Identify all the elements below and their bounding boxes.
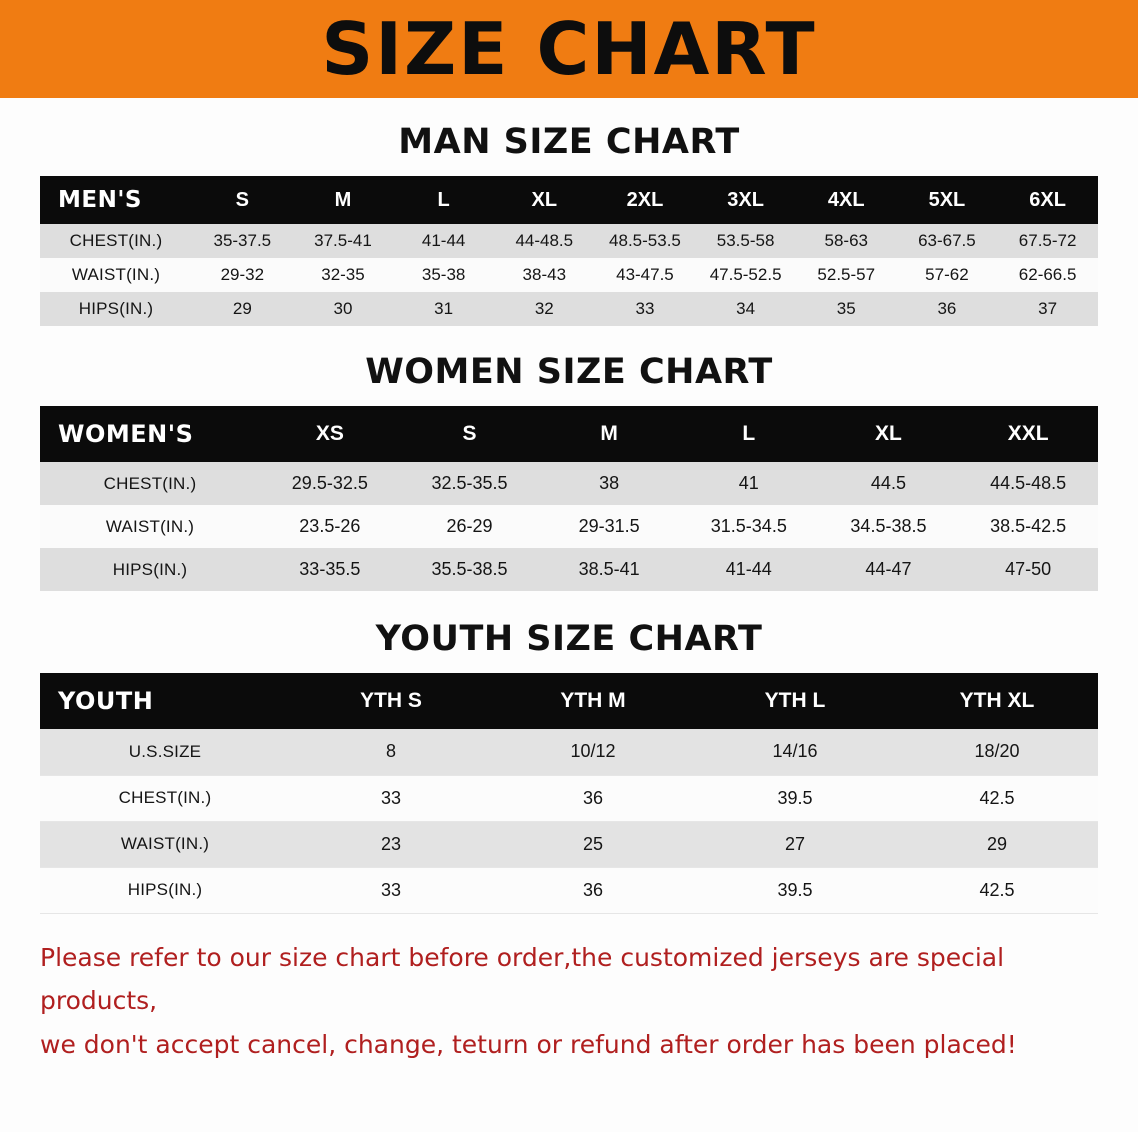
disclaimer-line-1: Please refer to our size chart before order,the customized jerseys are special products,: [40, 942, 1005, 1016]
row-label: U.S.SIZE: [128, 741, 202, 761]
banner-title: SIZE CHART: [321, 7, 817, 91]
youth-size-table: [40, 673, 1098, 914]
table-cell: 47-50: [1005, 559, 1052, 579]
table-cell: 34.5-38.5: [850, 516, 927, 536]
table-cell: 37: [1038, 299, 1058, 318]
table-cell: 23.5-26: [299, 516, 361, 536]
table-cell: 38-43: [522, 265, 567, 284]
table-cell: 18/20: [974, 741, 1020, 762]
table-cell: 29.5-32.5: [291, 473, 368, 493]
table-cell: 32: [534, 299, 554, 318]
table-cell: 43-47.5: [616, 265, 674, 284]
column-header: MEN'S: [58, 187, 142, 213]
disclaimer-note: [40, 936, 1098, 1067]
column-header: 2XL: [626, 188, 664, 211]
table-cell: 25: [582, 833, 604, 854]
column-header: YTH M: [560, 689, 626, 712]
column-header: XL: [875, 422, 902, 445]
table-cell: 33: [635, 299, 655, 318]
man-section-heading: MAN SIZE CHART: [398, 122, 740, 162]
column-header: S: [462, 422, 477, 445]
table-cell: 27: [784, 833, 806, 854]
row-label: HIPS(IN.): [78, 299, 154, 318]
table-cell: 8: [385, 741, 396, 762]
row-label: CHEST(IN.): [69, 231, 163, 250]
table-cell: 31.5-34.5: [710, 516, 787, 536]
man-chart-wrap: [0, 176, 1138, 326]
column-header: L: [437, 188, 450, 211]
row-label: HIPS(IN.): [127, 880, 203, 899]
table-header-row: [40, 673, 1098, 729]
youth-chart-wrap: [0, 673, 1138, 914]
column-header: XL: [531, 188, 558, 211]
table-cell: 34: [736, 299, 756, 318]
table-row: [40, 775, 1098, 821]
table-row: [40, 548, 1098, 591]
column-header: 4XL: [827, 188, 865, 211]
column-header: XS: [315, 422, 344, 445]
table-cell: 41-44: [421, 231, 466, 250]
table-cell: 67.5-72: [1018, 231, 1077, 250]
table-cell: 35-37.5: [213, 231, 272, 250]
column-header: S: [235, 188, 249, 211]
table-cell: 42.5: [979, 879, 1015, 900]
table-cell: 14/16: [772, 741, 818, 762]
table-cell: 44-47: [865, 559, 912, 579]
banner: [0, 0, 1138, 98]
table-cell: 53.5-58: [716, 231, 775, 250]
women-size-table: [40, 406, 1098, 591]
table-row: [40, 505, 1098, 548]
table-cell: 36: [937, 299, 957, 318]
row-label: WAIST(IN.): [120, 834, 210, 853]
women-chart-wrap: [0, 406, 1138, 591]
table-row: [40, 821, 1098, 867]
table-cell: 44.5: [870, 473, 906, 493]
table-cell: 23: [380, 833, 402, 854]
column-header: M: [334, 188, 352, 211]
disclaimer-line-2: we don't accept cancel, change, teturn or refund after order has been placed!: [40, 1030, 1017, 1059]
table-cell: 38.5-42.5: [990, 516, 1067, 536]
column-header: L: [742, 422, 756, 445]
table-cell: 26-29: [446, 516, 493, 536]
column-header: YOUTH: [58, 687, 154, 715]
table-cell: 37.5-41: [314, 231, 372, 250]
table-cell: 47.5-52.5: [709, 265, 782, 284]
table-cell: 41-44: [725, 559, 772, 579]
table-cell: 35-38: [421, 265, 466, 284]
row-label: CHEST(IN.): [103, 473, 197, 493]
table-row: [40, 462, 1098, 505]
table-cell: 48.5-53.5: [609, 231, 681, 250]
column-header: YTH S: [360, 689, 422, 712]
table-cell: 29-32: [220, 265, 265, 284]
table-cell: 32.5-35.5: [431, 473, 508, 493]
table-row: [40, 258, 1098, 292]
table-cell: 36: [582, 787, 604, 808]
row-label: WAIST(IN.): [71, 265, 161, 284]
table-header-row: [40, 176, 1098, 224]
table-cell: 33: [380, 879, 402, 900]
row-label: WAIST(IN.): [105, 516, 195, 536]
table-cell: 38: [599, 473, 620, 493]
table-row: [40, 867, 1098, 913]
table-cell: 30: [333, 299, 353, 318]
man-size-table: [40, 176, 1098, 326]
table-cell: 29-31.5: [578, 516, 640, 536]
table-cell: 39.5: [777, 787, 813, 808]
row-label: HIPS(IN.): [112, 559, 188, 579]
column-header: YTH XL: [959, 689, 1035, 712]
table-cell: 62-66.5: [1018, 265, 1077, 284]
row-label: CHEST(IN.): [118, 788, 212, 807]
column-header: 6XL: [1029, 188, 1066, 211]
column-header: YTH L: [764, 689, 826, 712]
column-header: XXL: [1007, 422, 1049, 445]
column-header: M: [600, 422, 618, 445]
table-cell: 29: [232, 299, 252, 318]
table-cell: 52.5-57: [817, 265, 876, 284]
table-header-row: [40, 406, 1098, 462]
table-row: [40, 292, 1098, 326]
table-cell: 35: [836, 299, 856, 318]
column-header: 5XL: [928, 188, 966, 211]
table-cell: 32-35: [321, 265, 365, 284]
table-cell: 31: [434, 299, 454, 318]
table-cell: 42.5: [979, 787, 1015, 808]
column-header: WOMEN'S: [58, 420, 194, 448]
table-cell: 10/12: [570, 741, 616, 762]
table-cell: 44-48.5: [515, 231, 574, 250]
table-cell: 33: [380, 787, 402, 808]
table-cell: 58-63: [824, 231, 868, 250]
table-cell: 33-35.5: [299, 559, 361, 579]
women-section-heading: WOMEN SIZE CHART: [365, 352, 773, 392]
table-cell: 35.5-38.5: [431, 559, 508, 579]
table-cell: 63-67.5: [918, 231, 976, 250]
youth-section-heading: YOUTH SIZE CHART: [375, 619, 763, 659]
table-row: [40, 224, 1098, 258]
table-cell: 29: [986, 833, 1008, 854]
column-header: 3XL: [727, 188, 764, 211]
table-cell: 39.5: [777, 879, 813, 900]
table-cell: 41: [738, 473, 759, 493]
table-cell: 57-62: [925, 265, 969, 284]
table-row: [40, 729, 1098, 775]
table-cell: 44.5-48.5: [990, 473, 1067, 493]
table-cell: 38.5-41: [578, 559, 640, 579]
table-cell: 36: [582, 879, 604, 900]
